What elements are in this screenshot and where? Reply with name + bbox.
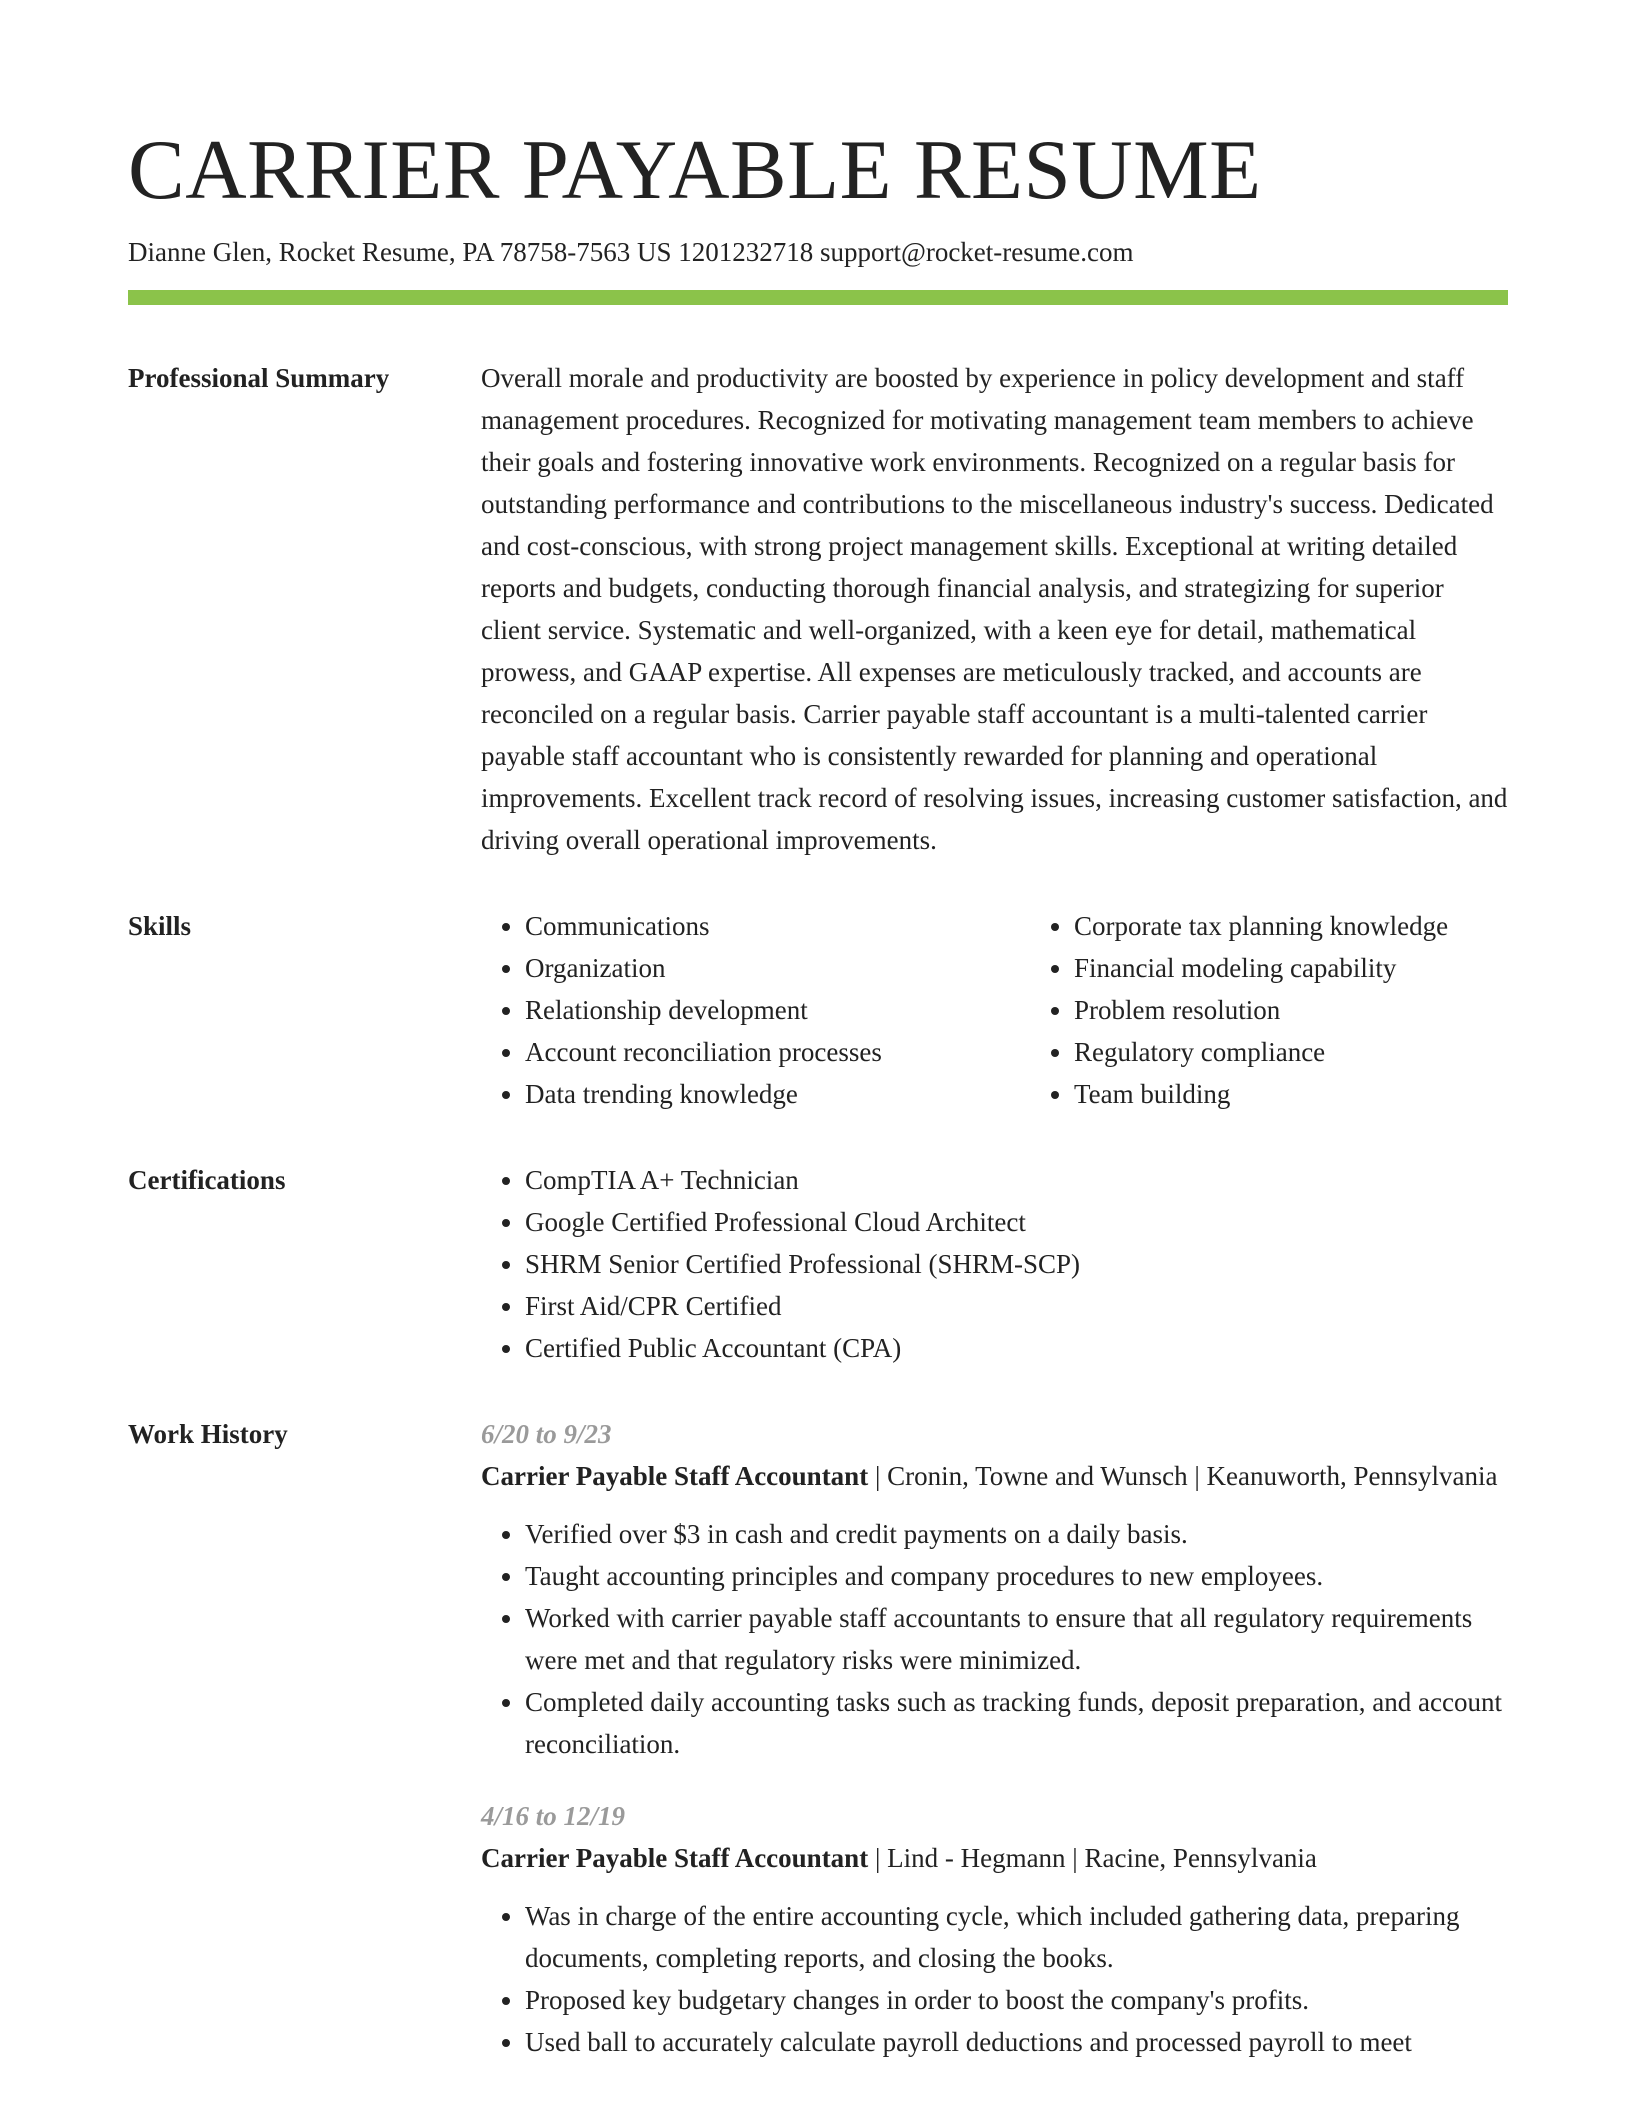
skill-item: • Organization	[525, 947, 1030, 989]
certifications-label: Certifications	[128, 1165, 286, 1195]
skills-grid	[481, 905, 1579, 1115]
summary-label: Professional Summary	[128, 363, 390, 393]
job-title-line	[481, 1455, 1508, 1497]
skills-label: Skills	[128, 911, 192, 941]
job-bullet: • Proposed key budgetary changes in order to boost the company's profits.	[525, 1979, 1508, 2021]
job-bullets	[481, 1513, 1508, 1765]
certification-item: • SHRM Senior Certified Professional (SHRM-SCP)	[525, 1243, 1508, 1285]
certifications-body	[481, 1159, 1508, 1369]
header-divider	[128, 290, 1508, 305]
skill-item: • Relationship development	[525, 989, 1030, 1031]
certifications-section	[128, 1159, 1508, 1369]
skill-item: • Account reconciliation processes	[525, 1031, 1030, 1073]
certification-item: • Certified Public Accountant (CPA)	[525, 1327, 1508, 1369]
certification-item: • CompTIA A+ Technician	[525, 1159, 1508, 1201]
job-entry	[481, 1413, 1508, 1765]
job-title-line	[481, 1837, 1508, 1879]
skills-list-left	[481, 905, 1030, 1115]
skills-list-right	[1030, 905, 1579, 1115]
skill-item: • Problem resolution	[1074, 989, 1579, 1031]
certification-item: • Google Certified Professional Cloud Architect	[525, 1201, 1508, 1243]
work-history-body	[481, 1413, 1508, 2093]
job-title: Carrier Payable Staff Accountant	[481, 1461, 869, 1491]
job-bullet: • Verified over $3 in cash and credit payments on a daily basis.	[525, 1513, 1508, 1555]
certification-item: • First Aid/CPR Certified	[525, 1285, 1508, 1327]
skill-item: • Communications	[525, 905, 1030, 947]
job-bullet: • Used ball to accurately calculate payroll deductions and processed payroll to meet	[525, 2021, 1508, 2063]
job-bullets	[481, 1895, 1508, 2063]
work-history-label: Work History	[128, 1419, 288, 1449]
job-details: | Lind - Hegmann | Racine, Pennsylvania	[868, 1843, 1317, 1873]
job-bullet: • Worked with carrier payable staff accountants to ensure that all regulatory requirements were met and that regulatory risks were minimized.	[525, 1597, 1508, 1681]
job-dates: 4/16 to 12/19	[481, 1801, 626, 1831]
job-details: | Cronin, Towne and Wunsch | Keanuworth, Pennsylvania	[868, 1461, 1498, 1491]
skill-item: • Team building	[1074, 1073, 1579, 1115]
resume-title: CARRIER PAYABLE RESUME	[128, 123, 1262, 217]
skill-item: • Financial modeling capability	[1074, 947, 1579, 989]
job-bullet: • Completed daily accounting tasks such as tracking funds, deposit preparation, and account reconciliation.	[525, 1681, 1508, 1765]
skill-item: • Data trending knowledge	[525, 1073, 1030, 1115]
work-history-section	[128, 1413, 1508, 2093]
job-title: Carrier Payable Staff Accountant	[481, 1843, 869, 1873]
job-bullet: • Taught accounting principles and company procedures to new employees.	[525, 1555, 1508, 1597]
resume-page	[128, 120, 1508, 2093]
job-entry	[481, 1795, 1508, 2063]
contact-line: Dianne Glen, Rocket Resume, PA 78758-7563 US 1201232718 support@rocket-resume.com	[128, 237, 1134, 267]
job-dates: 6/20 to 9/23	[481, 1419, 612, 1449]
summary-body	[481, 357, 1508, 861]
skill-item: • Corporate tax planning knowledge	[1074, 905, 1579, 947]
skills-body	[481, 905, 1579, 1115]
summary-text: Overall morale and productivity are boosted by experience in policy development and staff management procedures. Recognized for motivating management team members to achieve their goals and fostering innovative work environments. Recognized on a regular basis for outstanding performance and contributions to the miscellaneous industry's success. Dedicated and cost-conscious, with strong project management skills. Exceptional at writing detailed reports and budgets, conducting thorough financial analysis, and strategizing for superior client service. Systematic and well-organized, with a keen eye for detail, mathematical prowess, and GAAP expertise. All expenses are meticulously tracked, and accounts are reconciled on a regular basis. Carrier payable staff accountant is a multi-talented carrier payable staff accountant who is consistently rewarded for planning and operational improvements. Excellent track record of resolving issues, increasing customer satisfaction, and driving overall operational improvements.	[481, 363, 1508, 855]
skills-section	[128, 905, 1508, 1115]
certifications-list	[481, 1159, 1508, 1369]
skill-item: • Regulatory compliance	[1074, 1031, 1579, 1073]
summary-section	[128, 357, 1508, 861]
job-bullet: • Was in charge of the entire accounting cycle, which included gathering data, preparing documents, completing reports, and closing the books.	[525, 1895, 1508, 1979]
